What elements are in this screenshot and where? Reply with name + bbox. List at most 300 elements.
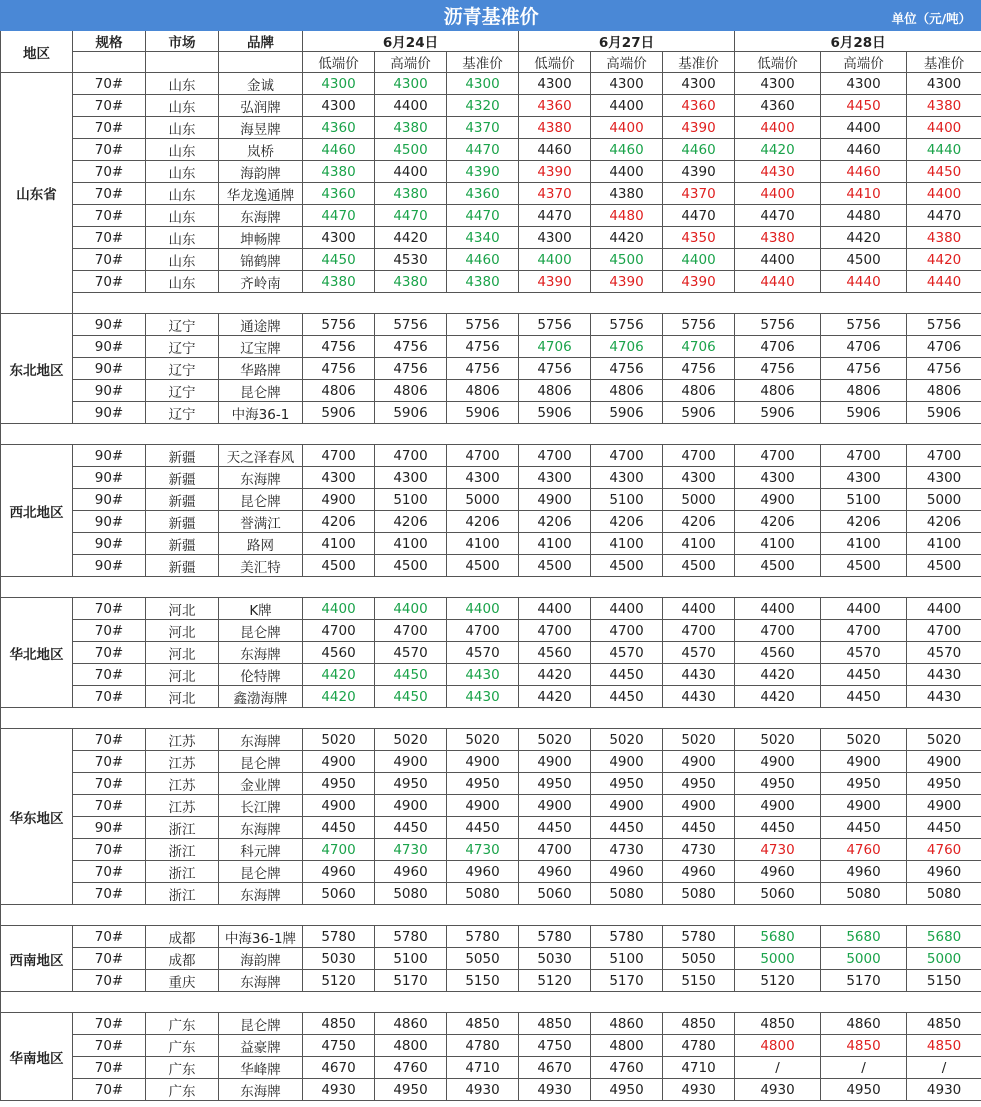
high-price-cell: 5100 — [591, 948, 663, 970]
high-price-cell: 4570 — [821, 642, 907, 664]
low-price-cell: 4300 — [519, 467, 591, 489]
low-price-cell: 4206 — [303, 511, 375, 533]
header-low-price: 低端价 — [303, 52, 375, 73]
brand-cell: 弘润牌 — [219, 95, 303, 117]
low-price-cell: 4440 — [735, 271, 821, 293]
brand-cell: 金业牌 — [219, 773, 303, 795]
low-price-cell: 5120 — [303, 970, 375, 992]
header-market: 市场 — [146, 31, 219, 52]
base-price-cell: 4806 — [447, 380, 519, 402]
high-price-cell: 4500 — [821, 249, 907, 271]
base-price-cell: 4440 — [907, 271, 981, 293]
high-price-cell: 5100 — [375, 489, 447, 511]
low-price-cell: 5756 — [735, 314, 821, 336]
high-price-cell: 4206 — [375, 511, 447, 533]
region-cell: 西南地区 — [1, 926, 73, 992]
base-price-cell: 5906 — [663, 402, 735, 424]
base-price-cell: 4400 — [907, 598, 981, 620]
market-cell: 河北 — [146, 664, 219, 686]
high-price-cell: 5100 — [591, 489, 663, 511]
low-price-cell: 5060 — [735, 883, 821, 905]
base-price-cell: 4756 — [447, 336, 519, 358]
low-price-cell: 4300 — [519, 227, 591, 249]
table-row — [1, 795, 981, 817]
base-price-cell: 4950 — [907, 773, 981, 795]
header-low-price: 低端价 — [735, 52, 821, 73]
header-date-1: 6月24日 — [303, 31, 519, 52]
high-price-cell: 4420 — [821, 227, 907, 249]
low-price-cell: 4670 — [303, 1057, 375, 1079]
page-title: 沥青基准价 — [443, 6, 539, 28]
low-price-cell: 5030 — [303, 948, 375, 970]
low-price-cell: 4420 — [303, 664, 375, 686]
base-price-cell: 4700 — [447, 445, 519, 467]
header-high-price: 高端价 — [375, 52, 447, 73]
base-price-cell: 5080 — [907, 883, 981, 905]
header-blank — [219, 52, 303, 73]
brand-cell: 昆仑牌 — [219, 861, 303, 883]
market-cell: 山东 — [146, 117, 219, 139]
spec-cell: 70# — [73, 664, 146, 686]
base-price-cell: 4570 — [447, 642, 519, 664]
spec-cell: 70# — [73, 1035, 146, 1057]
region-cell: 东北地区 — [1, 314, 73, 424]
brand-cell: 益豪牌 — [219, 1035, 303, 1057]
market-cell: 山东 — [146, 249, 219, 271]
high-price-cell: 5780 — [591, 926, 663, 948]
spec-cell: 90# — [73, 533, 146, 555]
high-price-cell: 4806 — [375, 380, 447, 402]
base-price-cell: 4730 — [663, 839, 735, 861]
base-price-cell: 4730 — [447, 839, 519, 861]
low-price-cell: 4800 — [735, 1035, 821, 1057]
base-price-cell: 4300 — [907, 73, 981, 95]
base-price-cell: 4960 — [907, 861, 981, 883]
low-price-cell: 5060 — [519, 883, 591, 905]
spec-cell: 70# — [73, 620, 146, 642]
table-row — [1, 489, 981, 511]
low-price-cell: 4300 — [519, 73, 591, 95]
low-price-cell: 4300 — [303, 467, 375, 489]
low-price-cell: 4930 — [303, 1079, 375, 1101]
header-date-3: 6月28日 — [735, 31, 981, 52]
brand-cell: 路网 — [219, 533, 303, 555]
high-price-cell: 5906 — [591, 402, 663, 424]
high-price-cell: 4756 — [591, 358, 663, 380]
high-price-cell: 4756 — [821, 358, 907, 380]
spec-cell: 70# — [73, 205, 146, 227]
base-price-cell: 4390 — [663, 271, 735, 293]
table-row — [1, 249, 981, 271]
spec-cell: 70# — [73, 95, 146, 117]
market-cell: 河北 — [146, 642, 219, 664]
low-price-cell: 4900 — [735, 489, 821, 511]
low-price-cell: 4950 — [303, 773, 375, 795]
low-price-cell: 4500 — [735, 555, 821, 577]
spec-cell: 70# — [73, 183, 146, 205]
spec-cell: 90# — [73, 314, 146, 336]
market-cell: 山东 — [146, 73, 219, 95]
high-price-cell: 5080 — [821, 883, 907, 905]
table-row — [1, 314, 981, 336]
base-price-cell: 4960 — [663, 861, 735, 883]
spec-cell: 70# — [73, 686, 146, 708]
base-price-cell: 4850 — [663, 1013, 735, 1035]
low-price-cell: 4450 — [519, 817, 591, 839]
base-price-cell: 4440 — [907, 139, 981, 161]
market-cell: 新疆 — [146, 467, 219, 489]
high-price-cell: 4300 — [375, 467, 447, 489]
market-cell: 新疆 — [146, 511, 219, 533]
low-price-cell: 4420 — [519, 664, 591, 686]
high-price-cell: 5680 — [821, 926, 907, 948]
high-price-cell: 4100 — [375, 533, 447, 555]
low-price-cell: 4400 — [303, 598, 375, 620]
high-price-cell: 4900 — [821, 795, 907, 817]
base-price-cell: 4470 — [907, 205, 981, 227]
brand-cell: 中海36-1牌 — [219, 926, 303, 948]
market-cell: 山东 — [146, 161, 219, 183]
base-price-cell: 4850 — [447, 1013, 519, 1035]
base-price-cell: 5080 — [447, 883, 519, 905]
high-price-cell: 4570 — [375, 642, 447, 664]
market-cell: 河北 — [146, 598, 219, 620]
brand-cell: 坤畅牌 — [219, 227, 303, 249]
base-price-cell: 5780 — [447, 926, 519, 948]
low-price-cell: 4900 — [519, 751, 591, 773]
high-price-cell: 4450 — [821, 817, 907, 839]
spec-cell: 90# — [73, 358, 146, 380]
market-cell: 江苏 — [146, 729, 219, 751]
base-price-cell: 4460 — [663, 139, 735, 161]
region-cell: 华南地区 — [1, 1013, 73, 1101]
low-price-cell: 4930 — [735, 1079, 821, 1101]
base-price-cell: 4390 — [663, 161, 735, 183]
low-price-cell: 4960 — [735, 861, 821, 883]
base-price-cell: 4760 — [907, 839, 981, 861]
brand-cell: 美汇特 — [219, 555, 303, 577]
high-price-cell: 4450 — [821, 664, 907, 686]
spec-cell: 90# — [73, 402, 146, 424]
high-price-cell: 4400 — [591, 117, 663, 139]
table-row — [1, 555, 981, 577]
brand-cell: 辽宝牌 — [219, 336, 303, 358]
high-price-cell: / — [821, 1057, 907, 1079]
base-price-cell: 4400 — [907, 117, 981, 139]
high-price-cell: 5100 — [375, 948, 447, 970]
table-row — [1, 817, 981, 839]
spec-cell: 90# — [73, 445, 146, 467]
header-base-price: 基准价 — [447, 52, 519, 73]
high-price-cell: 4450 — [591, 686, 663, 708]
base-price-cell: 4930 — [907, 1079, 981, 1101]
high-price-cell: 4700 — [375, 620, 447, 642]
high-price-cell: 4730 — [375, 839, 447, 861]
spacer-row — [1, 905, 981, 926]
table-row — [1, 1057, 981, 1079]
brand-cell: 天之泽春风 — [219, 445, 303, 467]
spec-cell: 70# — [73, 729, 146, 751]
table-row — [1, 358, 981, 380]
base-price-cell: 4706 — [907, 336, 981, 358]
region-cell: 华北地区 — [1, 598, 73, 708]
table-row — [1, 773, 981, 795]
spacer-row — [1, 293, 981, 314]
high-price-cell: 4900 — [591, 751, 663, 773]
low-price-cell: 5680 — [735, 926, 821, 948]
spec-cell: 70# — [73, 773, 146, 795]
base-price-cell: 5050 — [663, 948, 735, 970]
high-price-cell: 4460 — [821, 161, 907, 183]
low-price-cell: 4900 — [519, 489, 591, 511]
base-price-cell: 4430 — [663, 664, 735, 686]
low-price-cell: 4360 — [303, 117, 375, 139]
table-row — [1, 402, 981, 424]
high-price-cell: 4730 — [591, 839, 663, 861]
market-cell: 新疆 — [146, 533, 219, 555]
header-base-price: 基准价 — [907, 52, 981, 73]
base-price-cell: 4900 — [447, 795, 519, 817]
low-price-cell: 4450 — [303, 817, 375, 839]
base-price-cell: 4370 — [447, 117, 519, 139]
base-price-cell: 5756 — [907, 314, 981, 336]
base-price-cell: 4100 — [907, 533, 981, 555]
base-price-cell: 4430 — [447, 664, 519, 686]
brand-cell: 海韵牌 — [219, 161, 303, 183]
brand-cell: 齐岭南 — [219, 271, 303, 293]
high-price-cell: 4900 — [821, 751, 907, 773]
table-row — [1, 205, 981, 227]
market-cell: 浙江 — [146, 883, 219, 905]
high-price-cell: 5080 — [591, 883, 663, 905]
market-cell: 河北 — [146, 686, 219, 708]
high-price-cell: 4400 — [821, 117, 907, 139]
base-price-cell: 5000 — [663, 489, 735, 511]
high-price-cell: 4950 — [821, 773, 907, 795]
spec-cell: 70# — [73, 1079, 146, 1101]
high-price-cell: 4450 — [375, 664, 447, 686]
high-price-cell: 4500 — [591, 249, 663, 271]
high-price-cell: 5020 — [591, 729, 663, 751]
title-cell — [1, 1, 981, 31]
low-price-cell: 4706 — [519, 336, 591, 358]
high-price-cell: 5756 — [591, 314, 663, 336]
spec-cell: 70# — [73, 970, 146, 992]
base-price-cell: 4700 — [907, 620, 981, 642]
base-price-cell: 4470 — [447, 205, 519, 227]
base-price-cell: 5020 — [663, 729, 735, 751]
table-row — [1, 970, 981, 992]
low-price-cell: 5780 — [303, 926, 375, 948]
high-price-cell: 5170 — [375, 970, 447, 992]
low-price-cell: 4400 — [519, 598, 591, 620]
low-price-cell: 4750 — [303, 1035, 375, 1057]
low-price-cell: 4100 — [519, 533, 591, 555]
high-price-cell: 4380 — [375, 183, 447, 205]
high-price-cell: 4860 — [591, 1013, 663, 1035]
base-price-cell: 4570 — [663, 642, 735, 664]
base-price-cell: 5756 — [447, 314, 519, 336]
region-cell: 山东省 — [1, 73, 73, 314]
low-price-cell: 4206 — [519, 511, 591, 533]
market-cell: 山东 — [146, 183, 219, 205]
high-price-cell: 4400 — [821, 598, 907, 620]
table-row — [1, 839, 981, 861]
high-price-cell: 4400 — [591, 95, 663, 117]
brand-cell: 誉满江 — [219, 511, 303, 533]
low-price-cell: 5756 — [519, 314, 591, 336]
low-price-cell: 4206 — [735, 511, 821, 533]
high-price-cell: 4410 — [821, 183, 907, 205]
market-cell: 辽宁 — [146, 380, 219, 402]
table-row — [1, 1079, 981, 1101]
spec-cell: 70# — [73, 795, 146, 817]
low-price-cell: 4400 — [735, 117, 821, 139]
low-price-cell: 4470 — [303, 205, 375, 227]
base-price-cell: 4450 — [447, 817, 519, 839]
base-price-cell: 4430 — [447, 686, 519, 708]
market-cell: 江苏 — [146, 795, 219, 817]
market-cell: 山东 — [146, 139, 219, 161]
base-price-cell: 4500 — [907, 555, 981, 577]
spacer-row — [1, 708, 981, 729]
table-row — [1, 95, 981, 117]
base-price-cell: 4900 — [447, 751, 519, 773]
market-cell: 广东 — [146, 1013, 219, 1035]
spec-cell: 90# — [73, 555, 146, 577]
base-price-cell: 4500 — [663, 555, 735, 577]
low-price-cell: 4700 — [519, 620, 591, 642]
brand-cell: 华峰牌 — [219, 1057, 303, 1079]
low-price-cell: 4730 — [735, 839, 821, 861]
high-price-cell: 4760 — [821, 839, 907, 861]
high-price-cell: 4420 — [591, 227, 663, 249]
low-price-cell: 4300 — [303, 95, 375, 117]
low-price-cell: 4500 — [519, 555, 591, 577]
low-price-cell: 4670 — [519, 1057, 591, 1079]
brand-cell: 东海牌 — [219, 970, 303, 992]
low-price-cell: 5030 — [519, 948, 591, 970]
high-price-cell: 4390 — [591, 271, 663, 293]
high-price-cell: 4570 — [591, 642, 663, 664]
base-price-cell: 5000 — [907, 948, 981, 970]
low-price-cell: 5756 — [303, 314, 375, 336]
base-price-cell: 4460 — [447, 249, 519, 271]
base-price-cell: 4500 — [447, 555, 519, 577]
base-price-cell: 4710 — [447, 1057, 519, 1079]
low-price-cell: 5020 — [519, 729, 591, 751]
market-cell: 辽宁 — [146, 314, 219, 336]
header-brand: 品牌 — [219, 31, 303, 52]
market-cell: 新疆 — [146, 555, 219, 577]
base-price-cell: 4706 — [663, 336, 735, 358]
low-price-cell: 4756 — [303, 336, 375, 358]
table-row — [1, 883, 981, 905]
low-price-cell: 4100 — [303, 533, 375, 555]
base-price-cell: 5020 — [447, 729, 519, 751]
high-price-cell: 4380 — [591, 183, 663, 205]
header-high-price: 高端价 — [591, 52, 663, 73]
spec-cell: 70# — [73, 839, 146, 861]
high-price-cell: 4960 — [375, 861, 447, 883]
base-price-cell: 4400 — [663, 249, 735, 271]
base-price-cell: 4380 — [907, 95, 981, 117]
high-price-cell: 4400 — [375, 598, 447, 620]
high-price-cell: 4380 — [375, 117, 447, 139]
market-cell: 山东 — [146, 95, 219, 117]
low-price-cell: 4360 — [735, 95, 821, 117]
low-price-cell: 4400 — [735, 249, 821, 271]
spec-cell: 70# — [73, 117, 146, 139]
brand-cell: 东海牌 — [219, 729, 303, 751]
table-row — [1, 861, 981, 883]
base-price-cell: 4300 — [907, 467, 981, 489]
market-cell: 新疆 — [146, 445, 219, 467]
low-price-cell: 4420 — [735, 686, 821, 708]
base-price-cell: 5150 — [447, 970, 519, 992]
low-price-cell: 4900 — [303, 489, 375, 511]
high-price-cell: 5756 — [375, 314, 447, 336]
market-cell: 山东 — [146, 271, 219, 293]
table-row — [1, 227, 981, 249]
market-cell: 山东 — [146, 227, 219, 249]
header-row-dates — [1, 31, 981, 52]
market-cell: 广东 — [146, 1079, 219, 1101]
high-price-cell: 4480 — [821, 205, 907, 227]
table-row — [1, 117, 981, 139]
table-row — [1, 1013, 981, 1035]
header-blank — [146, 52, 219, 73]
base-price-cell: 4900 — [663, 751, 735, 773]
low-price-cell: 4360 — [303, 183, 375, 205]
base-price-cell: 4780 — [663, 1035, 735, 1057]
low-price-cell: 4900 — [303, 795, 375, 817]
spec-cell: 70# — [73, 883, 146, 905]
high-price-cell: 4700 — [591, 620, 663, 642]
high-price-cell: 5000 — [821, 948, 907, 970]
brand-cell: 东海牌 — [219, 883, 303, 905]
low-price-cell: 4400 — [735, 598, 821, 620]
base-price-cell: 4100 — [663, 533, 735, 555]
high-price-cell: 5780 — [375, 926, 447, 948]
high-price-cell: 4806 — [591, 380, 663, 402]
table-row — [1, 380, 981, 402]
base-price-cell: 5780 — [663, 926, 735, 948]
base-price-cell: 4320 — [447, 95, 519, 117]
base-price-cell: 4300 — [663, 73, 735, 95]
high-price-cell: 4400 — [591, 161, 663, 183]
low-price-cell: 4360 — [519, 95, 591, 117]
base-price-cell: 4100 — [447, 533, 519, 555]
high-price-cell: 5100 — [821, 489, 907, 511]
low-price-cell: 4960 — [303, 861, 375, 883]
high-price-cell: 5170 — [591, 970, 663, 992]
high-price-cell: 4450 — [375, 817, 447, 839]
spacer-cell — [1, 905, 981, 926]
brand-cell: 中海36-1 — [219, 402, 303, 424]
low-price-cell: 4390 — [519, 271, 591, 293]
low-price-cell: 5120 — [735, 970, 821, 992]
high-price-cell: 4900 — [591, 795, 663, 817]
high-price-cell: 4950 — [375, 773, 447, 795]
base-price-cell: 4430 — [663, 686, 735, 708]
low-price-cell: 4380 — [735, 227, 821, 249]
table-row — [1, 686, 981, 708]
base-price-cell: 4900 — [907, 751, 981, 773]
table-row — [1, 664, 981, 686]
base-price-cell: 4350 — [663, 227, 735, 249]
low-price-cell: 4700 — [519, 445, 591, 467]
